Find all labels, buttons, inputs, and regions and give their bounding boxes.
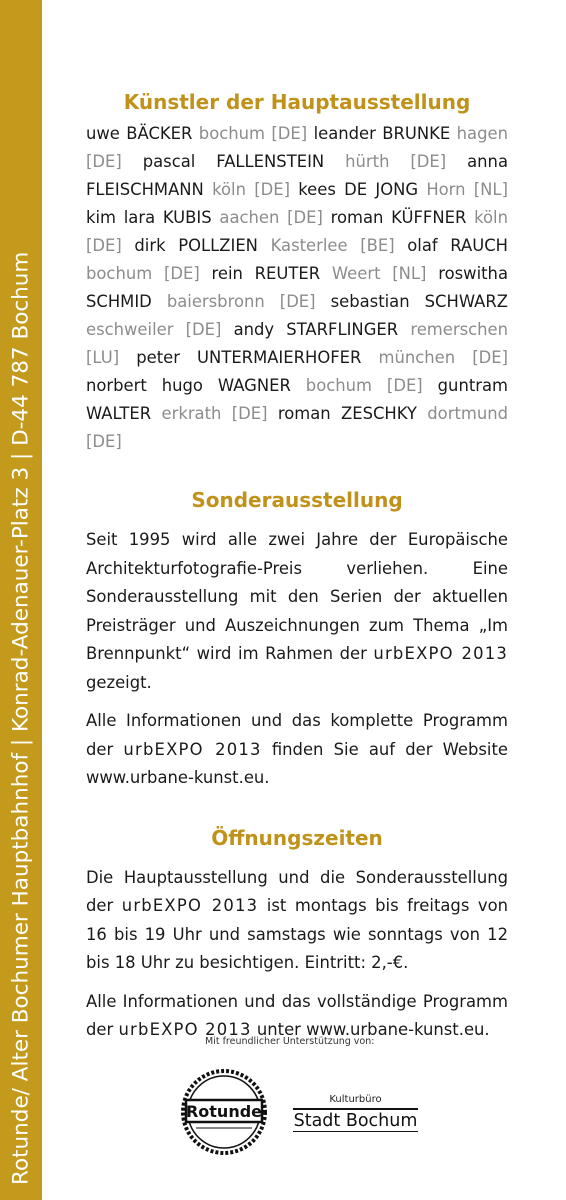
artist-city: Kasterlee [BE] (270, 236, 395, 255)
artist-name: guntram WALTER (86, 376, 509, 423)
artist-city: köln [DE] (86, 208, 508, 255)
artist-city: aachen [DE] (219, 208, 323, 227)
artist-city: Weert [NL] (331, 264, 427, 283)
artist-city: eschweiler [DE] (86, 320, 222, 339)
venue-address: Rotunde/ Alter Bochumer Hauptbahnhof | Konrad-Adenauer-Platz 3 | D-44 787 Bochum (8, 251, 34, 1185)
kulturbuero-label: Kulturbüro (329, 1094, 382, 1105)
artist-name: rein REUTER (211, 264, 321, 283)
artist-city: hagen [DE] (86, 124, 508, 171)
artist-name: andy STARFLINGER (233, 320, 399, 339)
artist-city: dortmund [DE] (86, 404, 509, 451)
artist-city: baiersbronn [DE] (166, 292, 316, 311)
artist-name: roman KÜFFNER (330, 208, 467, 227)
artist-name: pascal FALLENSTEIN (142, 152, 325, 171)
artists-heading: Künstler der Hauptausstellung (123, 90, 471, 114)
artist-list (86, 120, 508, 456)
artist-name: anna FLEISCHMANN (86, 152, 508, 199)
support-label: Mit freundlicher Unterstützung von: (205, 1036, 375, 1047)
artist-city: bochum [DE] (86, 264, 200, 283)
artist-city: bochum [DE] (198, 124, 308, 143)
artist-city: hürth [DE] (345, 152, 447, 171)
artist-name: dirk POLLZIEN (134, 236, 258, 255)
artist-name: roswitha SCHMID (86, 264, 508, 311)
opening-hours-heading: Öffnungszeiten (211, 825, 383, 850)
artist-city: remerschen [LU] (86, 320, 508, 367)
artist-name: kees DE JONG (298, 180, 419, 199)
artist-name: uwe BÄCKER (86, 124, 193, 143)
stadt-bochum-label: Stadt Bochum (293, 1108, 418, 1132)
artist-name: leander BRUNKE (313, 124, 451, 143)
artist-city: Horn [NL] (426, 180, 508, 199)
opening-hours-text: Die Hauptausstellung und die Sonderausstellung der urbEXPO 2013 ist montags bis freitags von 16 bis 19 Uhr und samstags wie sonntags von 12 bis 18 Uhr zu besichtigen. Eintritt: 2,-€. (86, 867, 508, 972)
artist-city: münchen [DE] (378, 348, 508, 367)
program-website-text: Alle Informationen und das vollständige Programm der urbEXPO 2013 unter www.urbane-kunst.eu. (86, 991, 508, 1039)
main-content (86, 90, 508, 1045)
artist-name: olaf RAUCH (407, 236, 508, 255)
artist-name: kim lara KUBIS (86, 208, 212, 227)
artist-city: bochum [DE] (305, 376, 423, 395)
rotunde-logo (180, 1068, 268, 1156)
svg-text:Rotunde: Rotunde (185, 1102, 263, 1121)
stadt-bochum-logo (293, 1094, 418, 1132)
program-info-text: Alle Informationen und das komplette Programm der urbEXPO 2013 finden Sie auf der Website www.urbane-kunst.eu. (86, 711, 509, 787)
special-exhibition-text: Seit 1995 wird alle zwei Jahre der Europäische Architekturfotografie-Preis verliehen. Eine Sonderausstellung mit den Serien der aktuellen Preisträger und Auszeichnungen zum Thema „Im Brennpunkt“ wird im Rahmen der urbEXPO 2013 gezeigt. (86, 530, 508, 692)
artist-city: erkrath [DE] (161, 404, 268, 423)
artist-name: roman ZESCHKY (277, 404, 417, 423)
artist-name: peter UNTERMAIERHOFER (136, 348, 362, 367)
artist-name: norbert hugo WAGNER (86, 376, 291, 395)
special-exhibition-heading: Sonderausstellung (191, 488, 403, 512)
artist-name: sebastian SCHWARZ (330, 292, 508, 311)
artist-city: köln [DE] (212, 180, 290, 199)
sidebar-band (0, 0, 42, 1200)
